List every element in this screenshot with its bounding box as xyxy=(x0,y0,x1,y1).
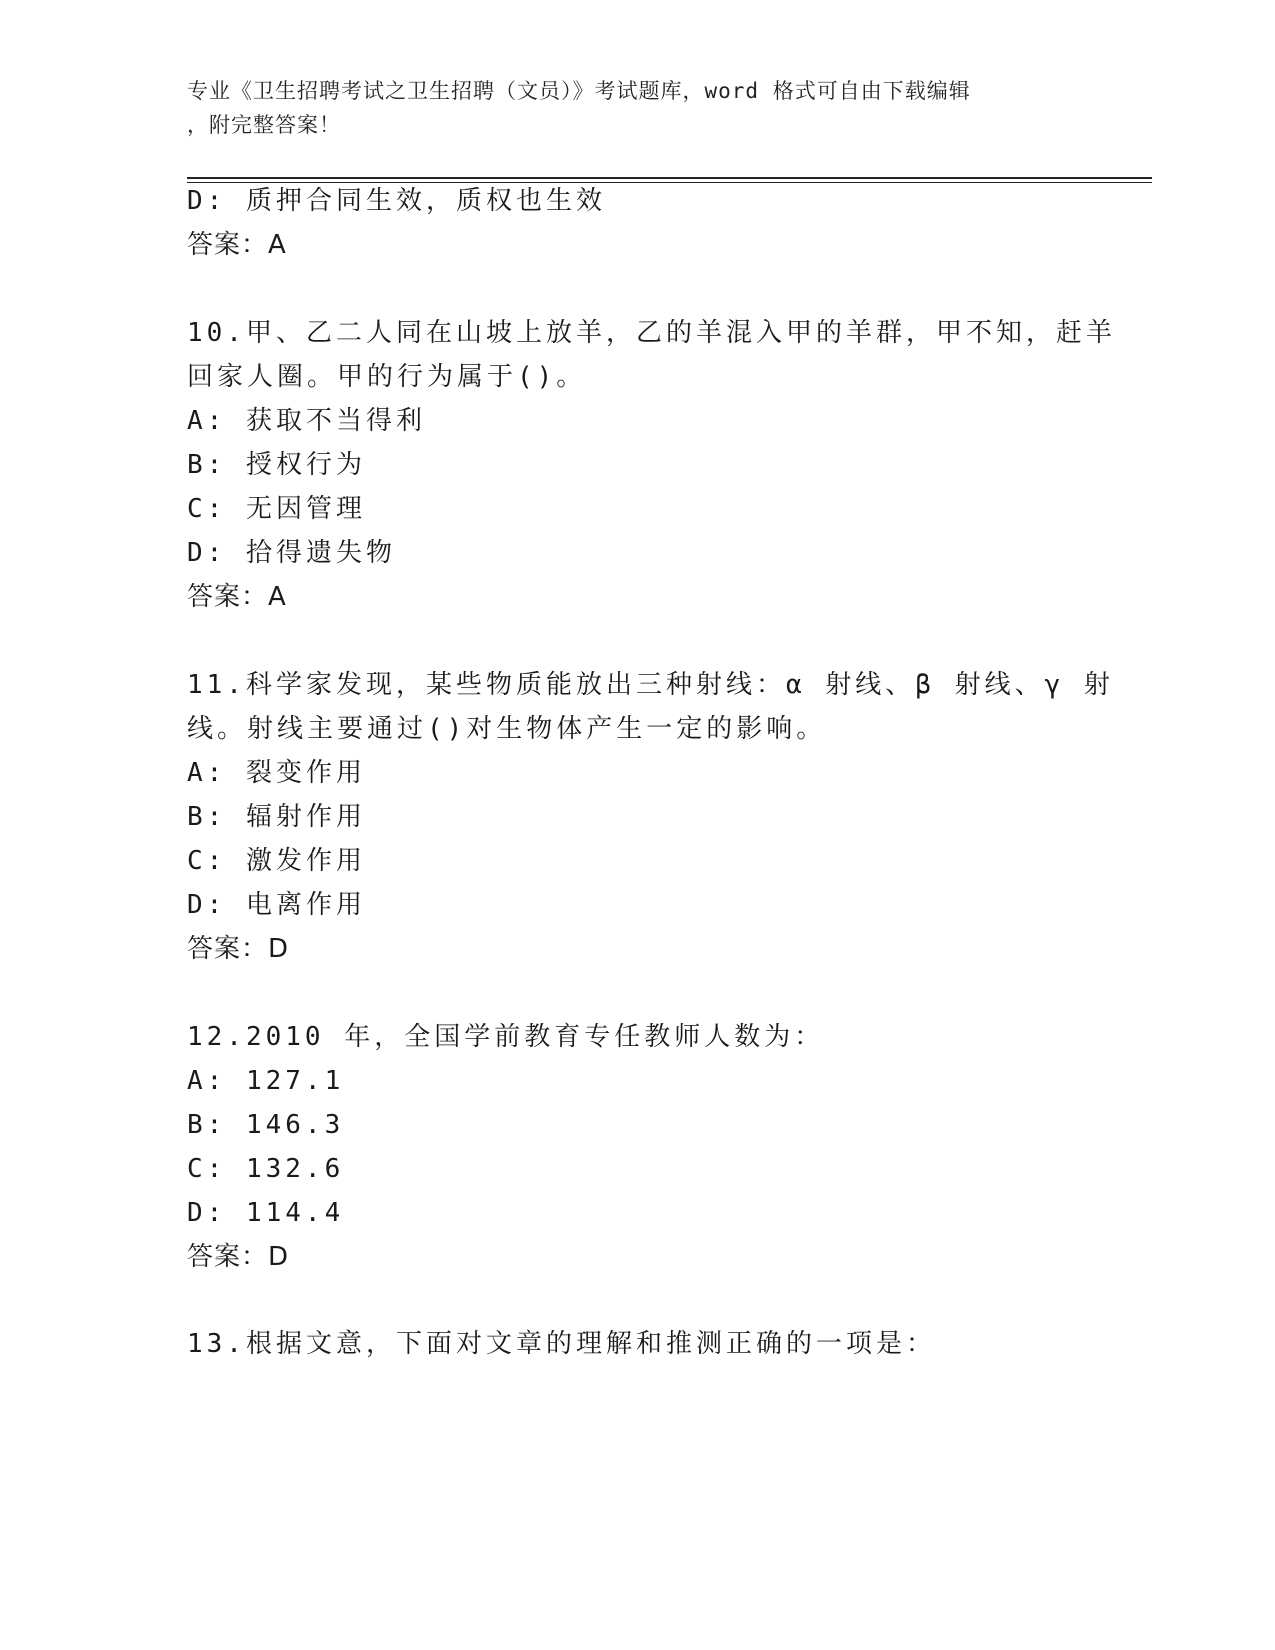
q12-option-d: D: 114.4 xyxy=(187,1198,345,1228)
q10-answer: 答案：A xyxy=(187,582,287,612)
q11-option-d: D: 电离作用 xyxy=(187,890,366,920)
q10-option-b: B: 授权行为 xyxy=(187,450,366,480)
q12-option-a: A: 127.1 xyxy=(187,1066,345,1096)
prev-option-d: D: 质押合同生效，质权也生效 xyxy=(187,186,606,216)
q11-option-a: A: 裂变作用 xyxy=(187,758,366,788)
header-title-line: 专业《卫生招聘考试之卫生招聘（文员）》考试题库，word 格式可自由下载编辑 xyxy=(187,79,971,103)
q12-option-b: B: 146.3 xyxy=(187,1110,345,1140)
q12-answer: 答案：D xyxy=(187,1242,290,1272)
q11-stem-line2: 线。射线主要通过()对生物体产生一定的影响。 xyxy=(187,714,827,744)
header-divider-thick xyxy=(187,177,1152,179)
header-subtitle-line: ，附完整答案！ xyxy=(187,113,341,137)
prev-answer: 答案：A xyxy=(187,230,287,260)
q12-option-c: C: 132.6 xyxy=(187,1154,345,1184)
q12-stem-line1: 12.2010 年，全国学前教育专任教师人数为： xyxy=(187,1022,825,1052)
q11-stem-line1: 11.科学家发现，某些物质能放出三种射线：α 射线、β 射线、γ 射 xyxy=(187,670,1114,700)
q11-option-c: C: 激发作用 xyxy=(187,846,366,876)
q10-stem-line1: 10.甲、乙二人同在山坡上放羊，乙的羊混入甲的羊群，甲不知，赶羊 xyxy=(187,318,1116,348)
q13-stem-line1: 13.根据文意，下面对文章的理解和推测正确的一项是： xyxy=(187,1329,936,1359)
q10-option-c: C: 无因管理 xyxy=(187,494,366,524)
q10-stem-line2: 回家人圈。甲的行为属于()。 xyxy=(187,362,587,392)
q10-option-d: D: 拾得遗失物 xyxy=(187,538,396,568)
q10-option-a: A: 获取不当得利 xyxy=(187,406,426,436)
q11-answer: 答案：D xyxy=(187,934,290,964)
q11-option-b: B: 辐射作用 xyxy=(187,802,366,832)
document-header xyxy=(187,74,1087,142)
header-divider-thin xyxy=(187,182,1152,183)
